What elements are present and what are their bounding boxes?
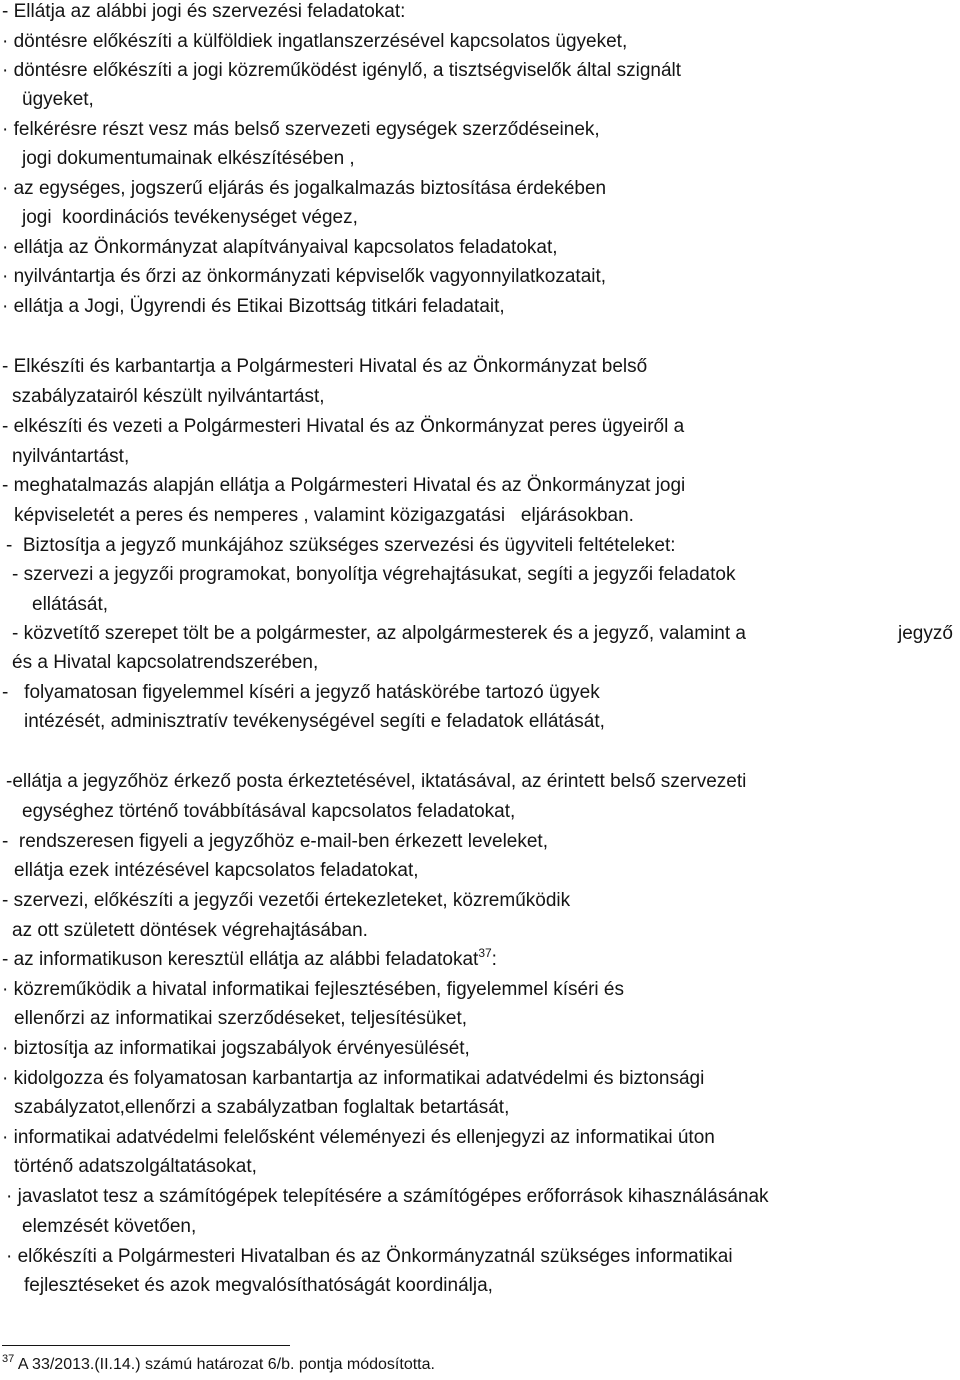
footnote-separator [2, 1345, 290, 1346]
list-item-continuation: fejlesztéseket és azok megvalósíthatóságát koordinálja, [24, 1275, 493, 1296]
paragraph-line: - Biztosítja a jegyző munkájához szükséges szervezési és ügyviteli feltételeket: [6, 535, 676, 556]
paragraph-line: - közvetítő szerepet tölt be a polgármester, az alpolgármesterek és a jegyző, valamint a [12, 623, 746, 644]
paragraph-continuation: ellátja ezek intézésével kapcsolatos feladatokat, [14, 860, 419, 881]
paragraph-line: - szervezi, előkészíti a jegyzői vezetői értekezleteket, közreműködik [2, 890, 571, 911]
informatics-intro-suffix: : [491, 949, 497, 970]
paragraph-line: -ellátja a jegyzőhöz érkező posta érkeztetésével, iktatásával, az érintett belső szervezeti [6, 771, 747, 792]
paragraph-line: - meghatalmazás alapján ellátja a Polgármesteri Hivatal és az Önkormányzat jogi [2, 475, 686, 496]
list-item-line: · az egységes, jogszerű eljárás és jogalkalmazás biztosítása érdekében [2, 178, 607, 199]
list-item-line: · felkérésre részt vesz más belső szervezeti egységek szerződéseinek, [2, 119, 600, 140]
stray-word: jegyző [898, 623, 953, 644]
footnote-number: 37 [2, 1353, 15, 1365]
list-item-line: · kidolgozza és folyamatosan karbantartja az informatikai adatvédelmi és biztonsági [2, 1068, 705, 1089]
list-item-continuation: ellenőrzi az informatikai szerződéseket, teljesítésüket, [14, 1008, 468, 1029]
list-item-line: · ellátja a Jogi, Ügyrendi és Etikai Bizottság titkári feladatait, [2, 296, 505, 317]
list-item-continuation: ügyeket, [22, 89, 94, 110]
paragraph-line: - Elkészíti és karbantartja a Polgármesteri Hivatal és az Önkormányzat belső [2, 356, 648, 377]
list-item-line: · biztosítja az informatikai jogszabályok érvényesülését, [2, 1038, 470, 1059]
paragraph-continuation: szabályzatairól készült nyilvántartást, [12, 386, 325, 407]
paragraph-continuation: képviseletét a peres és nemperes , valamint közigazgatási eljárásokban. [14, 505, 634, 526]
section-heading: - Ellátja az alábbi jogi és szervezési feladatokat: [2, 1, 406, 22]
footnote-text: A 33/2013.(II.14.) számú határozat 6/b. pontja módosította. [17, 1356, 435, 1373]
informatics-intro-text: - az informatikuson keresztül ellátja az alábbi feladatokat [2, 949, 479, 970]
list-item-continuation: történő adatszolgáltatásokat, [14, 1156, 257, 1177]
list-item-line: · nyilvántartja és őrzi az önkormányzati képviselők vagyonnyilatkozatait, [2, 266, 607, 287]
list-item-line: · döntésre előkészíti a külföldiek ingatlanszerzésével kapcsolatos ügyeket, [2, 31, 628, 52]
informatics-intro-line [2, 948, 497, 972]
paragraph-continuation: nyilvántartást, [12, 446, 130, 467]
paragraph-line: - elkészíti és vezeti a Polgármesteri Hivatal és az Önkormányzat peres ügyeiről a [2, 416, 685, 437]
list-item-continuation: jogi dokumentumainak elkészítésében , [22, 148, 355, 169]
list-item-line: · ellátja az Önkormányzat alapítványaival kapcsolatos feladatokat, [2, 237, 558, 258]
list-item-continuation: jogi koordinációs tevékenységet végez, [22, 207, 358, 228]
list-item-line: · informatikai adatvédelmi felelősként véleményezi és ellenjegyzi az informatikai úton [2, 1127, 715, 1148]
paragraph-continuation: ellátását, [32, 594, 109, 615]
paragraph-continuation: és a Hivatal kapcsolatrendszerében, [12, 652, 319, 673]
list-item-line: · javaslatot tesz a számítógépek telepítésére a számítógépes erőforrások kihasználásának [6, 1186, 769, 1207]
list-item-line: · döntésre előkészíti a jogi közreműködést igénylő, a tisztségviselők által szignált [2, 60, 682, 81]
footnote-reference: 37 [478, 946, 492, 960]
footnote [2, 1354, 435, 1377]
list-item-line: · közreműködik a hivatal informatikai fejlesztésében, figyelemmel kíséri és [2, 979, 624, 1000]
paragraph-line: - szervezi a jegyzői programokat, bonyolítja végrehajtásukat, segíti a jegyzői feladatok [12, 564, 736, 585]
list-item-line: · előkészíti a Polgármesteri Hivatalban és az Önkormányzatnál szükséges informatikai [6, 1246, 733, 1267]
list-item-continuation: elemzését követően, [22, 1216, 197, 1237]
list-item-continuation: szabályzatot,ellenőrzi a szabályzatban foglaltak betartását, [14, 1097, 510, 1118]
paragraph-continuation: intézését, adminisztratív tevékenységével segíti e feladatok ellátását, [24, 711, 605, 732]
paragraph-continuation: az ott született döntések végrehajtásában. [12, 920, 368, 941]
paragraph-line: - rendszeresen figyeli a jegyzőhöz e-mail-ben érkezett leveleket, [2, 831, 548, 852]
paragraph-continuation: egységhez történő továbbításával kapcsolatos feladatokat, [22, 801, 516, 822]
paragraph-line: - folyamatosan figyelemmel kíséri a jegyző hatáskörébe tartozó ügyek [2, 682, 600, 703]
